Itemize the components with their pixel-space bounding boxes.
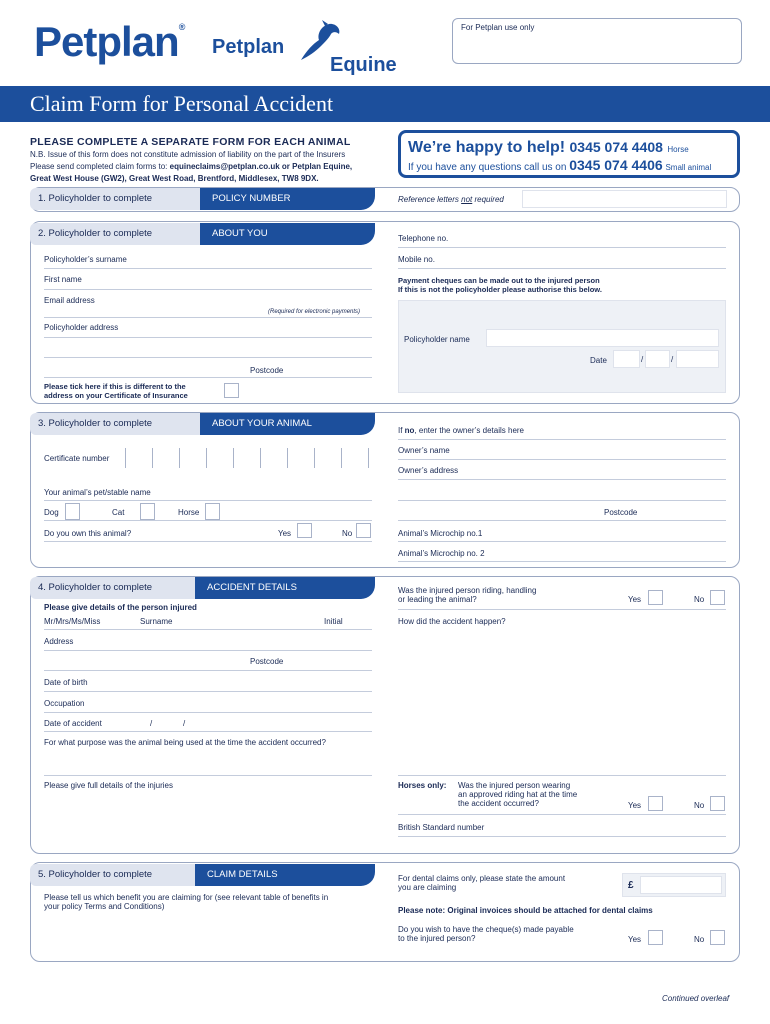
first-name-label: First name xyxy=(44,275,82,284)
hat-no-checkbox[interactable] xyxy=(710,796,725,811)
occupation-label: Occupation xyxy=(44,699,85,708)
owner-name-line[interactable] xyxy=(398,459,726,460)
microchip1-label: Animal’s Microchip no.1 xyxy=(398,529,483,538)
person-injured-heading: Please give details of the person injured xyxy=(44,603,197,612)
initial-label: Initial xyxy=(324,617,343,626)
section5-title: CLAIM DETAILS xyxy=(195,864,375,886)
address-line-1[interactable] xyxy=(44,337,372,338)
date-accident-line[interactable] xyxy=(44,731,372,732)
email-line[interactable] xyxy=(44,317,372,318)
riding-hat-question: Was the injured person wearing an approved riding hat at the time the accident occurred? xyxy=(458,781,578,808)
petplan-use-only-box: For Petplan use only xyxy=(452,18,742,64)
bsn-line[interactable] xyxy=(398,836,726,837)
telephone-label: Telephone no. xyxy=(398,234,449,243)
injured-postcode-line[interactable] xyxy=(44,670,372,671)
owner-postcode-line[interactable] xyxy=(398,520,726,521)
owner-postcode-label: Postcode xyxy=(604,508,638,517)
section4-title: ACCIDENT DETAILS xyxy=(195,577,375,599)
petplan-equine-logo-top: Petplan xyxy=(212,36,285,58)
payment-note: Payment cheques can be made out to the injured person If this is not the policyholder please authorise this below. xyxy=(398,276,602,294)
own-yes-label: Yes xyxy=(278,529,292,538)
horse-checkbox[interactable] xyxy=(205,503,220,520)
date-month-input[interactable] xyxy=(645,350,670,368)
date-slash-1: / xyxy=(641,355,644,364)
injured-address-label: Address xyxy=(44,637,74,646)
own-animal-label: Do you own this animal? xyxy=(44,529,132,538)
help-subtitle: If you have any questions call us on 0345 074 4406 Small animal xyxy=(408,157,712,173)
microchip2-line[interactable] xyxy=(398,561,726,562)
cheque-no-checkbox[interactable] xyxy=(710,930,725,945)
page-title: Claim Form for Personal Accident xyxy=(30,91,334,116)
accident-date-slash-2: / xyxy=(183,719,186,728)
cheque-no-label: No xyxy=(694,935,705,944)
microchip2-label: Animal’s Microchip no. 2 xyxy=(398,549,485,558)
mobile-label: Mobile no. xyxy=(398,255,435,264)
postcode-line[interactable] xyxy=(44,377,372,378)
intro-heading: PLEASE COMPLETE A SEPARATE FORM FOR EACH ANIMAL xyxy=(30,136,351,148)
own-line xyxy=(44,541,372,542)
surname-line[interactable] xyxy=(44,268,372,269)
animal-type-line xyxy=(44,520,372,521)
help-title: We’re happy to help! 0345 074 4408 Horse xyxy=(408,139,689,156)
dental-label: For dental claims only, please state the amount you are claiming xyxy=(398,874,566,892)
cheque-question: Do you wish to have the cheque(s) made payable to the injured person? xyxy=(398,925,574,943)
dob-label: Date of birth xyxy=(44,678,88,687)
email-note: (Required for electronic payments) xyxy=(268,309,361,315)
pound-sign: £ xyxy=(628,880,634,891)
petplan-equine-logo-bottom: Equine xyxy=(330,54,397,76)
certificate-label: Certificate number xyxy=(44,454,110,463)
cat-label: Cat xyxy=(112,508,125,517)
ph-name-input[interactable] xyxy=(486,329,719,347)
hat-line xyxy=(398,814,726,815)
intro-line1: N.B. Issue of this form does not constitute admission of liability on the part of the Insurers xyxy=(30,150,346,159)
intro-line3: Great West House (GW2), Great West Road, Brentford, Middlesex, TW8 9DX. xyxy=(30,174,319,183)
reference-note: Reference letters not required xyxy=(398,195,504,204)
section4-tag: 4. Policyholder to complete xyxy=(30,577,195,599)
section3-title: ABOUT YOUR ANIMAL xyxy=(200,413,375,435)
benefit-label: Please tell us which benefit you are claiming for (see relevant table of benefits in your policy Terms and Conditions) xyxy=(44,893,329,911)
hat-yes-label: Yes xyxy=(628,801,642,810)
owner-address-label: Owner’s address xyxy=(398,466,459,475)
continued-overleaf: Continued overleaf xyxy=(662,994,730,1003)
occupation-line[interactable] xyxy=(44,712,372,713)
hat-no-label: No xyxy=(694,801,705,810)
how-line[interactable] xyxy=(398,775,726,776)
policy-number-input[interactable] xyxy=(522,190,727,208)
accident-date-slash-1: / xyxy=(150,719,153,728)
bsn-label: British Standard number xyxy=(398,823,485,832)
dog-checkbox[interactable] xyxy=(65,503,80,520)
if-no-line xyxy=(398,439,726,440)
purpose-label: For what purpose was the animal being used at the time the accident occurred? xyxy=(44,738,326,747)
purpose-line[interactable] xyxy=(44,775,372,776)
horses-only-label: Horses only: xyxy=(398,781,447,790)
surname-label: Policyholder’s surname xyxy=(44,255,127,264)
cat-checkbox[interactable] xyxy=(140,503,155,520)
different-address-text: Please tick here if this is different to the address on your Certificate of Insurance xyxy=(44,382,188,400)
section1-title: POLICY NUMBER xyxy=(200,188,375,210)
email-label: Email address xyxy=(44,296,95,305)
cheque-yes-label: Yes xyxy=(628,935,642,944)
first-name-line[interactable] xyxy=(44,289,372,290)
cheque-yes-checkbox[interactable] xyxy=(648,930,663,945)
mobile-line[interactable] xyxy=(398,268,726,269)
stable-name-line[interactable] xyxy=(44,500,372,501)
dental-amount-input[interactable] xyxy=(640,876,722,894)
dental-note: Please note: Original invoices should be attached for dental claims xyxy=(398,906,653,915)
ph-name-label: Policyholder name xyxy=(404,335,470,344)
injured-name-line[interactable] xyxy=(44,629,372,630)
own-no-label: No xyxy=(342,529,353,538)
injuries-label: Please give full details of the injuries xyxy=(44,781,173,790)
section1-tag: 1. Policyholder to complete xyxy=(30,188,200,210)
injured-address-line[interactable] xyxy=(44,650,372,651)
if-no-label: If no, enter the owner’s details here xyxy=(398,426,524,435)
title-field-label: Mr/Mrs/Ms/Miss xyxy=(44,617,101,626)
hat-yes-checkbox[interactable] xyxy=(648,796,663,811)
injured-surname-label: Surname xyxy=(140,617,173,626)
certificate-number-boxes[interactable] xyxy=(125,448,370,468)
riding-yes-label: Yes xyxy=(628,595,642,604)
horse-label: Horse xyxy=(178,508,200,517)
owner-address-line-2[interactable] xyxy=(398,500,726,501)
owner-name-label: Owner’s name xyxy=(398,446,450,455)
dob-line[interactable] xyxy=(44,691,372,692)
own-no-checkbox[interactable] xyxy=(356,523,371,538)
riding-question: Was the injured person riding, handling or leading the animal? xyxy=(398,586,537,604)
own-yes-checkbox[interactable] xyxy=(297,523,312,538)
microchip1-line[interactable] xyxy=(398,541,726,542)
date-label: Date xyxy=(590,356,607,365)
postcode-label: Postcode xyxy=(250,366,284,375)
stable-name-label: Your animal’s pet/stable name xyxy=(44,488,151,497)
date-year-input[interactable] xyxy=(676,350,719,368)
section5-tag: 5. Policyholder to complete xyxy=(30,864,195,886)
riding-line xyxy=(398,609,726,610)
riding-yes-checkbox[interactable] xyxy=(648,590,663,605)
address-line-2[interactable] xyxy=(44,357,372,358)
owner-address-line-1[interactable] xyxy=(398,479,726,480)
date-slash-2: / xyxy=(671,355,674,364)
injured-postcode-label: Postcode xyxy=(250,657,284,666)
address-label: Policyholder address xyxy=(44,323,119,332)
riding-no-checkbox[interactable] xyxy=(710,590,725,605)
section2-title: ABOUT YOU xyxy=(200,223,375,245)
different-address-checkbox[interactable] xyxy=(224,383,239,398)
how-label: How did the accident happen? xyxy=(398,617,506,626)
petplan-logo: Petplan® xyxy=(34,18,185,65)
section3-tag: 3. Policyholder to complete xyxy=(30,413,200,435)
intro-line2: Please send completed claim forms to: equineclaims@petplan.co.uk or Petplan Equine, xyxy=(30,162,353,171)
telephone-line[interactable] xyxy=(398,247,726,248)
date-day-input[interactable] xyxy=(613,350,640,368)
section-accident-details xyxy=(30,576,740,854)
section2-tag: 2. Policyholder to complete xyxy=(30,223,200,245)
date-accident-label: Date of accident xyxy=(44,719,102,728)
riding-no-label: No xyxy=(694,595,705,604)
dog-label: Dog xyxy=(44,508,59,517)
